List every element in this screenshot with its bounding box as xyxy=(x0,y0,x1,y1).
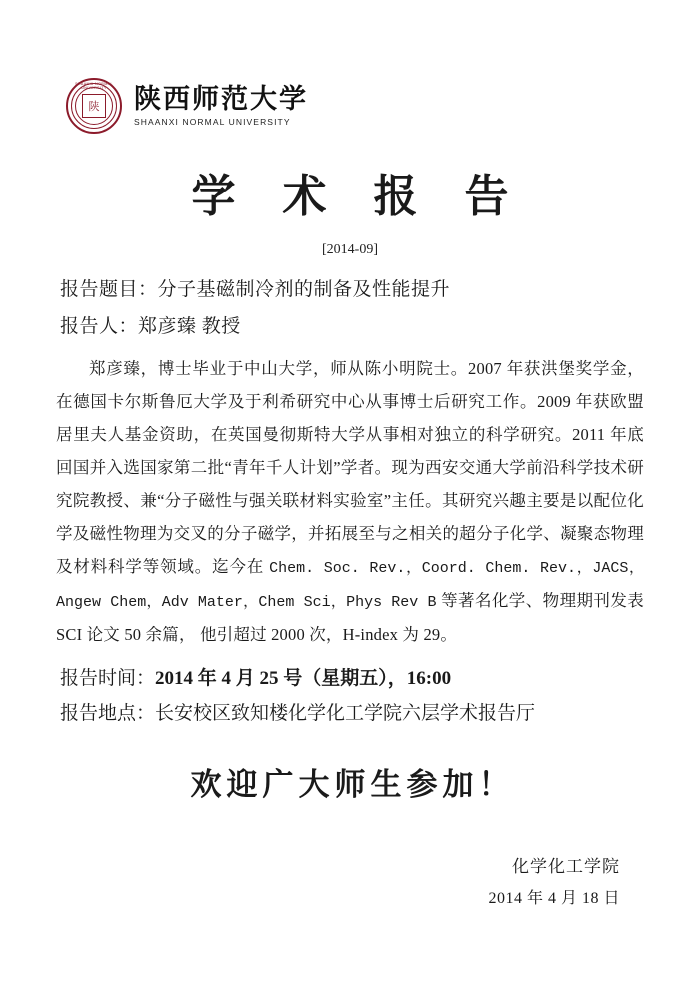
event-time-value: 2014 年 4 月 25 号（星期五），16:00 xyxy=(155,668,452,689)
topic-field xyxy=(56,274,644,301)
event-time xyxy=(56,663,644,690)
university-name-block xyxy=(134,85,308,128)
speaker-value: 郑彦臻 教授 xyxy=(138,316,241,337)
bio-journal-list: Chem. Soc. Rev.，Coord. Chem. Rev.，JACS，Angew Chem，Adv Mater，Chem Sci，Phys Rev B xyxy=(56,560,644,611)
event-place-label: 报告地点： xyxy=(60,703,156,724)
signature-date: 2014 年 4 月 18 日 xyxy=(488,890,620,907)
speaker-field xyxy=(56,311,644,338)
event-place xyxy=(56,698,644,725)
signature-block xyxy=(56,852,644,908)
bio-text-part1: 郑彦臻，博士毕业于中山大学，师从陈小明院士。2007 年获洪堡奖学金，在德国卡尔斯鲁厄大学及于利希研究中心从事博士后研究工作。2009 年获欧盟居里夫人基金资助，在英国曼彻斯特大学从事相对独立的科学研究。2011 年底回国并入选国家第二批“青年千人计划”学者。现为西安交通大学前沿科学技术研究院教授、兼“分子磁性与强关联材料实验室”主任。其研究兴趣主要是以配位化学及磁性物理为交叉的分子磁学，并拓展至与之相关的超分子化学、凝聚态物理及材料科学等领域。迄今在 xyxy=(56,359,644,576)
event-time-label: 报告时间： xyxy=(60,668,156,689)
university-seal-icon xyxy=(66,78,122,134)
welcome-message: 欢迎广大师生参加！ xyxy=(190,767,515,802)
topic-label: 报告题目： xyxy=(60,279,158,300)
bio-text-part2: 等著名化学、物理期刊发表 SCI 论文 50 余篇， 他引超过 2000 次，H-index 为 29。 xyxy=(56,591,644,644)
seal-arc-text: SHAANXI NORMAL UNIVERSITY xyxy=(75,82,113,90)
signature-organization: 化学化工学院 xyxy=(512,857,620,876)
university-name-cn: 陕西师范大学 xyxy=(134,83,308,114)
topic-value: 分子基磁制冷剂的制备及性能提升 xyxy=(157,279,451,300)
university-name-en: SHAANXI NORMAL UNIVERSITY xyxy=(134,117,291,128)
event-place-value: 长安校区致知楼化学化工学院六层学术报告厅 xyxy=(155,703,536,724)
university-logo xyxy=(56,0,644,134)
page-title: 学 术 报 告 xyxy=(191,172,527,221)
seal-center-char: 陕 xyxy=(82,94,106,118)
speaker-label: 报告人： xyxy=(60,316,139,337)
speaker-biography xyxy=(56,352,644,651)
issue-number: [2014-09] xyxy=(322,242,378,257)
